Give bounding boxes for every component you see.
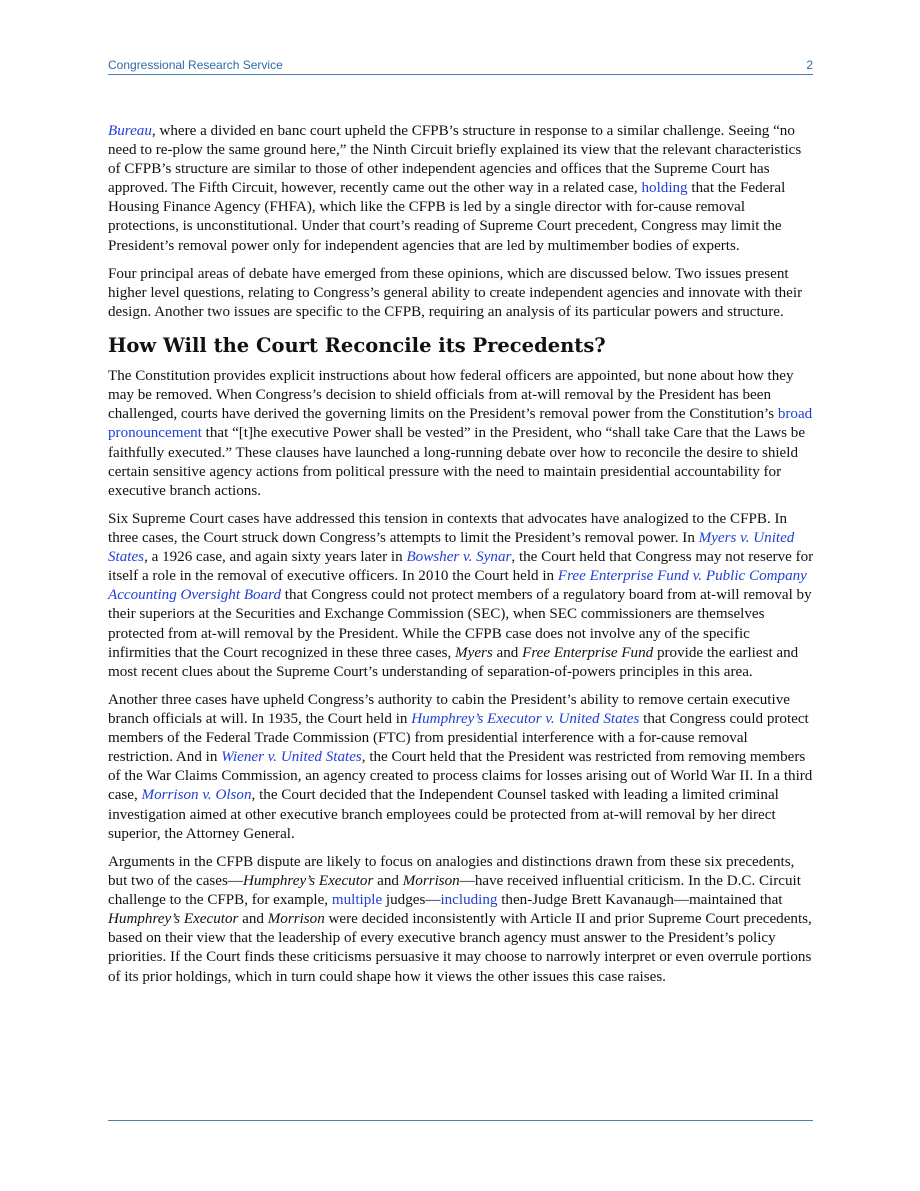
link-morrison[interactable]: Morrison v. Olson bbox=[141, 787, 252, 804]
case-name: Morrison bbox=[402, 873, 460, 890]
link-holding[interactable]: holding bbox=[641, 180, 688, 197]
header-organization: Congressional Research Service bbox=[108, 58, 283, 72]
case-name: Myers bbox=[455, 644, 493, 661]
link-free-enterprise-fund[interactable]: Free Enterprise Fund v. Public Company Accounting Oversight Board bbox=[108, 568, 807, 604]
link-multiple[interactable]: multiple bbox=[331, 892, 383, 909]
paragraph-5: Another three cases have upheld Congress’s authority to cabin the President’s ability to remove certain executive branch officials at will. In 1935, the Court held in Humphrey’s Executor v. United States that Congress could protect members of the Federal Trade Commission (FTC) from presidential interference with a for-cause removal restriction. And in Wiener v. United States, the Court held that the President was restricted from removing members of the War Claims Commission, an agency created to process claims for losses arising out of World War II. In a third case, Morrison v. Olson, the Court decided that the Independent Counsel tasked with leading a limited criminal investigation aimed at other executive branch employees could be protected from at-will removal by her direct superior, the Attorney General. bbox=[108, 692, 813, 842]
link-myers[interactable]: Myers v. United States bbox=[108, 530, 795, 566]
paragraph-4: Six Supreme Court cases have addressed this tension in contexts that advocates have analogized to the CFPB. In three cases, the Court struck down Congress’s attempts to limit the President’s removal power. In Myers v. United States, a 1926 case, and again sixty years later in Bowsher v. Synar, the Court held that Congress may not reserve for itself a role in the removal of executive officers. In 2010 the Court held in Free Enterprise Fund v. Public Company Accounting Oversight Board that Congress could not protect members of a regulatory board from at-will removal by their superiors at the Securities and Exchange Commission (SEC), when SEC commissioners are themselves protected from at-will removal by the President. While the CFPB case does not involve any of the specific infirmities that the Court recognized in these three cases, Myers and Free Enterprise Fund provide the earliest and most recent clues about the Supreme Court’s understanding of separation-of-powers principles in this area. bbox=[108, 510, 814, 680]
paragraph-6: Arguments in the CFPB dispute are likely to focus on analogies and distinctions drawn from these six precedents, but two of the cases—Humphrey’s Executor and Morrison—have received influential criticism. In the D.C. Circuit challenge to the CFPB, for example, multiple judges—including then-Judge Brett Kavanaugh—maintained that Humphrey’s Executor and Morrison were decided inconsistently with Article II and prior Supreme Court precedents, based on their view that the leadership of every executive branch agency must answer to the President’s policy priorities. If the Court finds these criticisms persuasive it may choose to narrowly interpret or even overrule portions of its prior holdings, which in turn could shape how it views the other issues this case raises. bbox=[108, 853, 812, 985]
document-body bbox=[108, 122, 816, 996]
section-heading: How Will the Court Reconcile its Precedents? bbox=[108, 334, 606, 358]
page-header bbox=[108, 57, 813, 75]
paragraph-2: Four principal areas of debate have emerged from these opinions, which are discussed below. Two issues present higher level questions, relating to Congress’s general ability to create independent agencies and innovate with their design. Another two issues are specific to the CFPB, requiring an analysis of its particular powers and structure. bbox=[108, 265, 803, 321]
paragraph-3: The Constitution provides explicit instructions about how federal officers are appointed, but none about how they may be removed. When Congress’s decision to shield officials from at-will removal by the President has been challenged, courts have derived the governing limits on the President’s removal power from the Constitution’s broad pronouncement that “[t]he executive Power shall be vested” in the President, who “shall take Care that the Laws be faithfully executed.” These clauses have launched a long-running debate over how to reconcile the desire to shield certain sensitive agency actions from political pressure with the need to maintain presidential accountability for executive branch actions. bbox=[108, 368, 813, 499]
case-name: Free Enterprise Fund bbox=[522, 644, 654, 661]
case-name: Humphrey’s Executor bbox=[108, 911, 239, 928]
page-number: 2 bbox=[806, 58, 813, 72]
paragraph-1: Bureau, where a divided en banc court upheld the CFPB’s structure in response to a similar challenge. Seeing “no need to re-plow the same ground here,” the Ninth Circuit briefly explained its view that the relevant characteristics of CFPB’s structure are similar to those of other independent agencies and offices that the Supreme Court has approved. The Fifth Circuit, however, recently came out the other way in a related case, holding that the Federal Housing Finance Agency (FHFA), which like the CFPB is led by a single director with for-cause removal protections, is unconstitutional. Under that court’s reading of Supreme Court precedent, Congress may limit the President’s removal power only for independent agencies that are led by multimember bodies of experts. bbox=[108, 123, 802, 254]
case-name: Morrison bbox=[267, 911, 325, 928]
link-broad-pronouncement[interactable]: broad pronouncement bbox=[108, 406, 813, 442]
link-bureau[interactable]: Bureau bbox=[108, 123, 152, 139]
link-including[interactable]: including bbox=[440, 892, 498, 909]
link-bowsher[interactable]: Bowsher v. Synar bbox=[406, 549, 512, 566]
footer-rule bbox=[108, 1120, 813, 1121]
link-humphreys-executor[interactable]: Humphrey’s Executor v. United States bbox=[411, 711, 640, 728]
link-wiener[interactable]: Wiener v. United States bbox=[221, 749, 362, 766]
case-name: Humphrey’s Executor bbox=[242, 873, 374, 890]
